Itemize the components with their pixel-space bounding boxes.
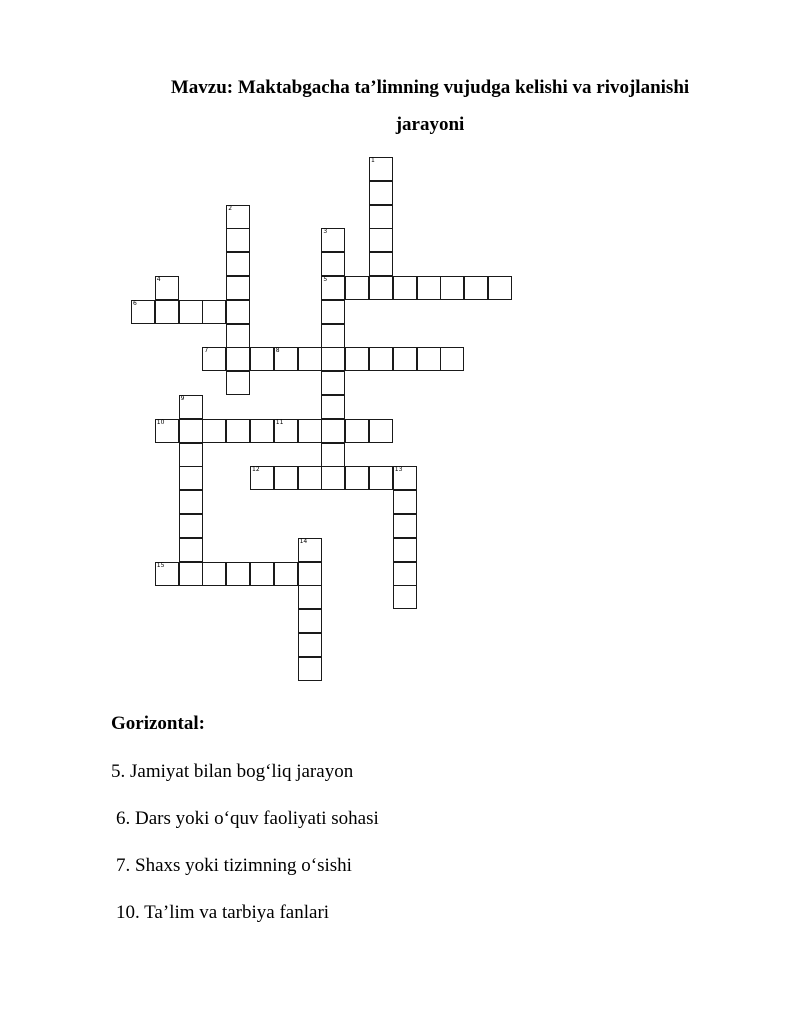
- crossword-clue-number: 7: [204, 347, 209, 355]
- crossword-cell[interactable]: [321, 252, 345, 276]
- crossword-cell[interactable]: [274, 466, 298, 490]
- crossword-cell[interactable]: [179, 395, 203, 419]
- crossword-cell[interactable]: [393, 562, 417, 586]
- crossword-clue-number: 13: [394, 466, 403, 474]
- crossword-clue-number: 10: [156, 418, 165, 426]
- clues-heading: Gorizontal:: [111, 713, 205, 734]
- clue-item: 5. Jamiyat bilan bog‘liq jarayon: [111, 761, 354, 782]
- crossword-cell[interactable]: [298, 633, 322, 657]
- crossword-cell[interactable]: [298, 419, 322, 443]
- page-title-line-1: Mavzu: Maktabgacha ta’limning vujudga kelishi va rivojlanishi: [170, 77, 690, 98]
- clue-item: 7. Shaxs yoki tizimning o‘sishi: [116, 855, 352, 876]
- crossword-cell[interactable]: [250, 419, 274, 443]
- crossword-cell[interactable]: [345, 419, 369, 443]
- crossword-cell[interactable]: [226, 276, 250, 300]
- crossword-cell[interactable]: [298, 347, 322, 371]
- crossword-cell[interactable]: [369, 157, 393, 181]
- crossword-cell[interactable]: [369, 228, 393, 252]
- crossword-cell[interactable]: [321, 347, 345, 371]
- crossword-cell[interactable]: [155, 276, 179, 300]
- crossword-clue-number: 15: [156, 561, 165, 569]
- crossword-cell[interactable]: [417, 276, 441, 300]
- crossword-cell[interactable]: [321, 276, 345, 300]
- crossword-cell[interactable]: [417, 347, 441, 371]
- crossword-cell[interactable]: [298, 538, 322, 562]
- crossword-cell[interactable]: [274, 562, 298, 586]
- crossword-cell[interactable]: [179, 443, 203, 467]
- crossword-cell[interactable]: [345, 347, 369, 371]
- crossword-cell[interactable]: [321, 443, 345, 467]
- crossword-cell[interactable]: [179, 490, 203, 514]
- crossword-cell[interactable]: [321, 466, 345, 490]
- crossword-cell[interactable]: [202, 300, 226, 324]
- crossword-cell[interactable]: [345, 466, 369, 490]
- crossword-cell[interactable]: [179, 466, 203, 490]
- crossword-clue-number: 8: [275, 347, 280, 355]
- crossword-clue-number: 1: [371, 157, 375, 164]
- crossword-cell[interactable]: [369, 276, 393, 300]
- crossword-cell[interactable]: [464, 276, 488, 300]
- crossword-cell[interactable]: [226, 562, 250, 586]
- crossword-cell[interactable]: [179, 562, 203, 586]
- crossword-cell[interactable]: [321, 324, 345, 348]
- crossword-clue-number: 2: [228, 204, 233, 212]
- crossword-cell[interactable]: [369, 419, 393, 443]
- crossword-cell[interactable]: [393, 347, 417, 371]
- crossword-cell[interactable]: [393, 276, 417, 300]
- crossword-cell[interactable]: [179, 419, 203, 443]
- crossword-cell[interactable]: [179, 538, 203, 562]
- crossword-cell[interactable]: [393, 490, 417, 514]
- crossword-clue-number: 11: [275, 418, 284, 426]
- crossword-cell[interactable]: [179, 300, 203, 324]
- crossword-clue-number: 3: [323, 228, 328, 236]
- crossword-clue-number: 9: [180, 395, 185, 402]
- crossword-cell[interactable]: [369, 205, 393, 229]
- crossword-cell[interactable]: [393, 514, 417, 538]
- crossword-cell[interactable]: [226, 252, 250, 276]
- crossword-cell[interactable]: [440, 347, 464, 371]
- crossword-cell[interactable]: [155, 419, 179, 443]
- crossword-cell[interactable]: [179, 514, 203, 538]
- crossword-cell[interactable]: [321, 395, 345, 419]
- crossword-clue-number: 14: [299, 537, 308, 545]
- crossword-cell[interactable]: [274, 347, 298, 371]
- crossword-cell[interactable]: [202, 347, 226, 371]
- crossword-cell[interactable]: [274, 419, 298, 443]
- crossword-cell[interactable]: [393, 538, 417, 562]
- crossword-cell[interactable]: [226, 347, 250, 371]
- clue-item: 6. Dars yoki o‘quv faoliyati sohasi: [116, 808, 379, 829]
- crossword-cell[interactable]: [298, 657, 322, 681]
- crossword-cell[interactable]: [369, 252, 393, 276]
- crossword-cell[interactable]: [298, 609, 322, 633]
- crossword-cell[interactable]: [226, 228, 250, 252]
- crossword-cell[interactable]: [369, 466, 393, 490]
- crossword-cell[interactable]: [131, 300, 155, 324]
- crossword-cell[interactable]: [202, 419, 226, 443]
- crossword-cell[interactable]: [250, 562, 274, 586]
- crossword-cell[interactable]: [226, 371, 250, 395]
- crossword-cell[interactable]: [321, 300, 345, 324]
- crossword-cell[interactable]: [393, 466, 417, 490]
- crossword-cell[interactable]: [226, 205, 250, 229]
- crossword-cell[interactable]: [321, 228, 345, 252]
- crossword-cell[interactable]: [155, 300, 179, 324]
- crossword-cell[interactable]: [488, 276, 512, 300]
- clue-item: 10. Ta’lim va tarbiya fanlari: [116, 902, 330, 923]
- crossword-cell[interactable]: [226, 419, 250, 443]
- crossword-cell[interactable]: [298, 562, 322, 586]
- crossword-clue-number: 12: [252, 466, 260, 474]
- crossword-cell[interactable]: [298, 585, 322, 609]
- crossword-cell[interactable]: [321, 371, 345, 395]
- crossword-cell[interactable]: [369, 181, 393, 205]
- crossword-cell[interactable]: [202, 562, 226, 586]
- crossword-cell[interactable]: [393, 585, 417, 609]
- crossword-clue-number: 5: [323, 276, 328, 283]
- page-title-line-2: jarayoni: [395, 114, 465, 135]
- crossword-cell[interactable]: [226, 324, 250, 348]
- crossword-cell[interactable]: [250, 466, 274, 490]
- crossword-clue-number: 6: [133, 299, 137, 307]
- crossword-cell[interactable]: [250, 347, 274, 371]
- crossword-cell[interactable]: [155, 562, 179, 586]
- crossword-clue-number: 4: [156, 276, 161, 283]
- crossword-cell[interactable]: [369, 347, 393, 371]
- crossword-cell[interactable]: [321, 419, 345, 443]
- crossword-cell[interactable]: [440, 276, 464, 300]
- crossword-cell[interactable]: [298, 466, 322, 490]
- crossword-cell[interactable]: [226, 300, 250, 324]
- crossword-cell[interactable]: [345, 276, 369, 300]
